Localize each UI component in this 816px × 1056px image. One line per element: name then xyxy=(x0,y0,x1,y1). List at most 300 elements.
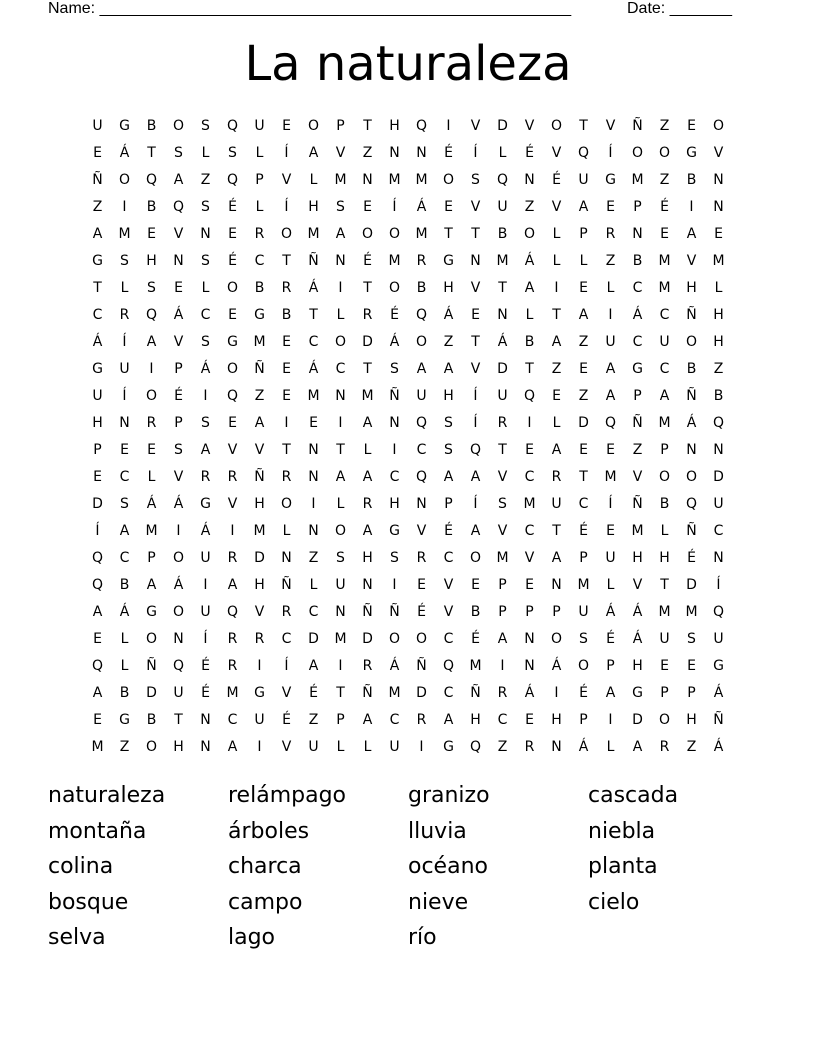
grid-letter: A xyxy=(470,469,481,485)
grid-letter: N xyxy=(524,172,535,188)
word-search-grid xyxy=(84,113,732,761)
grid-letter: B xyxy=(254,280,265,296)
grid-letter: G xyxy=(632,685,643,701)
grid-letter: V xyxy=(227,442,238,458)
grid-letter: N xyxy=(200,712,211,728)
grid-letter: L xyxy=(336,496,345,512)
grid-letter: V xyxy=(443,604,454,620)
grid-letter: B xyxy=(416,280,427,296)
grid-letter: U xyxy=(308,739,319,755)
grid-letter: I xyxy=(527,415,532,431)
word-list-item: selva xyxy=(48,925,106,950)
grid-letter: G xyxy=(605,172,616,188)
grid-letter: M xyxy=(334,631,347,647)
grid-letter: U xyxy=(497,199,508,215)
grid-letter: T xyxy=(498,280,507,296)
grid-letter: D xyxy=(713,469,724,485)
grid-letter: N xyxy=(308,442,319,458)
grid-letter: O xyxy=(307,118,320,134)
grid-letter: C xyxy=(659,361,670,377)
grid-letter: Í xyxy=(284,658,289,674)
grid-letter: S xyxy=(471,172,480,188)
grid-letter: I xyxy=(554,280,559,296)
grid-letter: C xyxy=(497,712,508,728)
grid-letter: G xyxy=(713,658,724,674)
grid-letter: Ñ xyxy=(686,388,697,404)
grid-letter: D xyxy=(146,685,157,701)
grid-letter: Ñ xyxy=(416,658,427,674)
grid-letter: H xyxy=(659,550,670,566)
word-list-item: naturaleza xyxy=(48,783,166,808)
grid-letter: N xyxy=(200,739,211,755)
grid-letter: O xyxy=(658,145,671,161)
word-list-item: planta xyxy=(588,854,658,879)
grid-letter: E xyxy=(417,577,426,593)
grid-letter: T xyxy=(336,442,345,458)
grid-letter: Q xyxy=(172,658,185,674)
grid-letter: M xyxy=(496,550,509,566)
grid-letter: S xyxy=(687,631,696,647)
grid-letter: Á xyxy=(92,334,103,350)
grid-letter: E xyxy=(309,415,318,431)
grid-letter: B xyxy=(632,253,643,269)
grid-letter: V xyxy=(281,739,292,755)
grid-letter: Z xyxy=(92,199,103,215)
grid-letter: Z xyxy=(659,118,670,134)
grid-letter: G xyxy=(686,145,697,161)
grid-letter: P xyxy=(633,199,642,215)
grid-letter: P xyxy=(579,712,588,728)
grid-letter: I xyxy=(122,199,127,215)
grid-letter: N xyxy=(713,172,724,188)
grid-letter: V xyxy=(470,199,481,215)
grid-letter: N xyxy=(335,388,346,404)
grid-letter: U xyxy=(416,388,427,404)
grid-letter: V xyxy=(254,442,265,458)
grid-letter: V xyxy=(335,145,346,161)
grid-letter: S xyxy=(201,118,210,134)
grid-letter: C xyxy=(389,469,400,485)
grid-letter: R xyxy=(524,739,535,755)
grid-letter: H xyxy=(632,658,643,674)
grid-letter: C xyxy=(281,631,292,647)
grid-letter: O xyxy=(334,523,347,539)
grid-letter: A xyxy=(605,388,616,404)
grid-letter: G xyxy=(443,253,454,269)
grid-letter: I xyxy=(392,577,397,593)
grid-letter: I xyxy=(176,523,181,539)
grid-letter: Z xyxy=(497,739,508,755)
grid-letter: V xyxy=(227,496,238,512)
grid-letter: Ñ xyxy=(470,685,481,701)
grid-letter: L xyxy=(552,226,561,242)
grid-letter: R xyxy=(281,469,292,485)
grid-letter: G xyxy=(227,334,238,350)
grid-letter: A xyxy=(659,388,670,404)
grid-letter: M xyxy=(118,226,131,242)
grid-letter: Q xyxy=(415,118,428,134)
word-list-item: árboles xyxy=(228,818,310,844)
grid-letter: A xyxy=(362,415,373,431)
grid-letter: E xyxy=(174,280,183,296)
grid-letter: P xyxy=(660,685,669,701)
grid-letter: Z xyxy=(200,172,211,188)
grid-letter: U xyxy=(200,550,211,566)
grid-letter: C xyxy=(335,361,346,377)
grid-letter: Ñ xyxy=(308,253,319,269)
page-title: La naturaleza xyxy=(244,36,572,92)
grid-letter: Q xyxy=(712,604,725,620)
grid-letter: Ñ xyxy=(92,172,103,188)
grid-letter: L xyxy=(606,739,615,755)
grid-letter: Q xyxy=(91,550,104,566)
grid-letter: Z xyxy=(308,712,319,728)
grid-letter: Á xyxy=(632,307,643,323)
grid-letter: R xyxy=(497,415,508,431)
grid-letter: Á xyxy=(713,739,724,755)
grid-letter: P xyxy=(579,550,588,566)
grid-letter: Á xyxy=(416,199,427,215)
grid-letter: R xyxy=(254,226,265,242)
grid-letter: N xyxy=(308,469,319,485)
grid-letter: G xyxy=(92,361,103,377)
grid-letter: U xyxy=(254,118,265,134)
grid-letter: T xyxy=(525,361,534,377)
grid-letter: A xyxy=(146,577,157,593)
grid-letter: N xyxy=(362,577,373,593)
grid-letter: T xyxy=(471,334,480,350)
grid-letter: Q xyxy=(415,469,428,485)
grid-letter: V xyxy=(443,577,454,593)
grid-letter: N xyxy=(308,523,319,539)
grid-letter: I xyxy=(338,280,343,296)
grid-letter: D xyxy=(254,550,265,566)
grid-letter: N xyxy=(470,253,481,269)
grid-letter: Á xyxy=(686,415,697,431)
grid-letter: N xyxy=(713,550,724,566)
grid-letter: Í xyxy=(473,415,478,431)
grid-letter: E xyxy=(282,334,291,350)
grid-letter: A xyxy=(362,712,373,728)
grid-letter: V xyxy=(551,199,562,215)
grid-letter: C xyxy=(524,523,535,539)
grid-letter: Á xyxy=(551,658,562,674)
grid-letter: U xyxy=(92,388,103,404)
grid-letter: C xyxy=(443,631,454,647)
grid-letter: V xyxy=(281,172,292,188)
grid-letter: S xyxy=(390,550,399,566)
grid-letter: U xyxy=(551,496,562,512)
grid-letter: S xyxy=(390,361,399,377)
grid-letter: I xyxy=(338,658,343,674)
grid-letter: L xyxy=(363,442,372,458)
grid-letter: Á xyxy=(308,361,319,377)
grid-letter: H xyxy=(713,334,724,350)
grid-letter: I xyxy=(392,442,397,458)
grid-letter: U xyxy=(200,604,211,620)
grid-letter: É xyxy=(363,253,372,269)
word-list-item: campo xyxy=(228,889,303,915)
grid-letter: V xyxy=(173,334,184,350)
grid-letter: B xyxy=(686,172,697,188)
grid-letter: A xyxy=(92,604,103,620)
grid-letter: O xyxy=(145,388,158,404)
grid-letter: Q xyxy=(469,442,482,458)
grid-letter: H xyxy=(686,712,697,728)
grid-letter: Á xyxy=(443,307,454,323)
grid-letter: M xyxy=(631,523,644,539)
grid-letter: C xyxy=(416,442,427,458)
grid-letter: S xyxy=(336,550,345,566)
grid-letter: H xyxy=(254,496,265,512)
grid-letter: E xyxy=(687,118,696,134)
grid-letter: E xyxy=(606,442,615,458)
word-list-item: bosque xyxy=(48,889,129,915)
grid-letter: É xyxy=(201,685,210,701)
grid-letter: N xyxy=(119,415,130,431)
grid-letter: Á xyxy=(173,577,184,593)
word-list-item: montaña xyxy=(48,818,147,844)
grid-letter: C xyxy=(632,334,643,350)
grid-letter: E xyxy=(282,118,291,134)
grid-letter: L xyxy=(255,199,264,215)
grid-letter: T xyxy=(363,280,372,296)
grid-letter: M xyxy=(307,388,320,404)
grid-letter: Z xyxy=(119,739,130,755)
grid-letter: Í xyxy=(392,199,397,215)
grid-letter: Q xyxy=(226,118,239,134)
grid-letter: B xyxy=(524,334,535,350)
grid-letter: O xyxy=(280,496,293,512)
grid-letter: L xyxy=(120,631,129,647)
grid-letter: N xyxy=(686,442,697,458)
grid-letter: R xyxy=(200,469,211,485)
grid-letter: Z xyxy=(362,145,373,161)
grid-letter: L xyxy=(525,307,534,323)
grid-letter: H xyxy=(362,550,373,566)
grid-letter: M xyxy=(388,685,401,701)
grid-letter: L xyxy=(498,145,507,161)
grid-letter: E xyxy=(579,442,588,458)
grid-letter: V xyxy=(686,253,697,269)
grid-letter: A xyxy=(605,361,616,377)
grid-letter: E xyxy=(579,280,588,296)
grid-letter: O xyxy=(172,550,185,566)
grid-letter: E xyxy=(525,442,534,458)
grid-letter: E xyxy=(228,415,237,431)
grid-letter: O xyxy=(469,550,482,566)
grid-letter: É xyxy=(525,145,534,161)
grid-letter: Í xyxy=(473,496,478,512)
grid-letter: C xyxy=(119,469,130,485)
grid-letter: C xyxy=(713,523,724,539)
grid-letter: E xyxy=(714,226,723,242)
grid-letter: A xyxy=(551,550,562,566)
grid-letter: E xyxy=(93,145,102,161)
grid-letter: A xyxy=(119,523,130,539)
grid-letter: H xyxy=(632,550,643,566)
grid-letter: R xyxy=(281,280,292,296)
grid-letter: E xyxy=(660,658,669,674)
grid-letter: Á xyxy=(632,631,643,647)
grid-letter: H xyxy=(389,118,400,134)
grid-letter: N xyxy=(632,226,643,242)
grid-letter: E xyxy=(147,226,156,242)
word-list-item: cielo xyxy=(588,889,640,915)
grid-letter: E xyxy=(282,388,291,404)
grid-letter: C xyxy=(119,550,130,566)
grid-letter: I xyxy=(257,658,262,674)
grid-letter: S xyxy=(336,199,345,215)
grid-letter: Á xyxy=(308,280,319,296)
grid-letter: O xyxy=(685,469,698,485)
grid-letter: O xyxy=(658,712,671,728)
grid-letter: N xyxy=(281,550,292,566)
grid-letter: V xyxy=(470,280,481,296)
grid-letter: R xyxy=(659,739,670,755)
grid-letter: L xyxy=(147,469,156,485)
grid-letter: Z xyxy=(713,361,724,377)
grid-letter: E xyxy=(471,577,480,593)
grid-letter: Í xyxy=(95,523,100,539)
grid-letter: L xyxy=(606,280,615,296)
grid-letter: U xyxy=(578,172,589,188)
grid-letter: P xyxy=(660,442,669,458)
grid-letter: É xyxy=(579,685,588,701)
grid-letter: Q xyxy=(469,739,482,755)
grid-letter: L xyxy=(309,172,318,188)
grid-letter: R xyxy=(227,469,238,485)
grid-letter: R xyxy=(362,307,373,323)
grid-letter: S xyxy=(120,253,129,269)
grid-letter: D xyxy=(362,334,373,350)
grid-letter: C xyxy=(92,307,103,323)
grid-letter: I xyxy=(257,739,262,755)
grid-letter: Á xyxy=(119,145,130,161)
grid-letter: T xyxy=(309,307,318,323)
grid-letter: I xyxy=(203,388,208,404)
grid-letter: U xyxy=(605,550,616,566)
grid-letter: I xyxy=(203,577,208,593)
grid-letter: O xyxy=(388,226,401,242)
grid-letter: Á xyxy=(524,685,535,701)
grid-letter: T xyxy=(552,523,561,539)
grid-letter: N xyxy=(335,253,346,269)
grid-letter: V xyxy=(551,145,562,161)
grid-letter: A xyxy=(443,469,454,485)
grid-letter: Q xyxy=(577,145,590,161)
grid-letter: V xyxy=(632,577,643,593)
grid-letter: Z xyxy=(551,361,562,377)
grid-letter: P xyxy=(498,577,507,593)
grid-letter: E xyxy=(147,442,156,458)
grid-letter: E xyxy=(525,712,534,728)
grid-letter: N xyxy=(389,145,400,161)
grid-letter: Ñ xyxy=(281,577,292,593)
grid-letter: Q xyxy=(226,604,239,620)
grid-letter: Á xyxy=(605,604,616,620)
grid-letter: Z xyxy=(308,550,319,566)
grid-letter: Á xyxy=(173,307,184,323)
grid-letter: Z xyxy=(254,388,265,404)
grid-letter: M xyxy=(253,523,266,539)
grid-letter: M xyxy=(631,172,644,188)
grid-letter: I xyxy=(419,739,424,755)
grid-letter: B xyxy=(146,199,157,215)
grid-letter: C xyxy=(659,307,670,323)
grid-letter: A xyxy=(254,415,265,431)
grid-letter: I xyxy=(311,496,316,512)
grid-letter: T xyxy=(363,118,372,134)
grid-letter: O xyxy=(118,172,131,188)
grid-letter: H xyxy=(686,280,697,296)
grid-letter: Z xyxy=(578,388,589,404)
grid-letter: O xyxy=(550,631,563,647)
grid-letter: O xyxy=(388,631,401,647)
grid-letter: Ñ xyxy=(389,388,400,404)
grid-letter: M xyxy=(712,253,725,269)
grid-letter: I xyxy=(608,712,613,728)
grid-letter: É xyxy=(228,253,237,269)
grid-letter: C xyxy=(578,496,589,512)
grid-letter: V xyxy=(524,118,535,134)
grid-letter: Q xyxy=(415,415,428,431)
grid-letter: U xyxy=(659,334,670,350)
grid-letter: U xyxy=(605,334,616,350)
grid-letter: G xyxy=(119,118,130,134)
grid-letter: O xyxy=(226,280,239,296)
grid-letter: I xyxy=(689,199,694,215)
grid-letter: U xyxy=(119,361,130,377)
grid-letter: V xyxy=(713,145,724,161)
grid-letter: O xyxy=(712,118,725,134)
grid-letter: P xyxy=(174,415,183,431)
grid-letter: O xyxy=(145,631,158,647)
grid-letter: M xyxy=(658,280,671,296)
grid-letter: M xyxy=(658,415,671,431)
grid-letter: A xyxy=(632,739,643,755)
grid-letter: Á xyxy=(200,361,211,377)
grid-letter: M xyxy=(334,172,347,188)
grid-letter: S xyxy=(174,145,183,161)
grid-letter: É xyxy=(687,550,696,566)
grid-letter: Í xyxy=(473,388,478,404)
grid-letter: L xyxy=(336,307,345,323)
grid-letter: É xyxy=(552,172,561,188)
grid-letter: A xyxy=(416,361,427,377)
grid-letter: E xyxy=(687,658,696,674)
grid-letter: É xyxy=(174,388,183,404)
grid-letter: Ñ xyxy=(686,307,697,323)
grid-letter: E xyxy=(93,631,102,647)
grid-letter: S xyxy=(498,496,507,512)
grid-letter: S xyxy=(201,334,210,350)
grid-letter: U xyxy=(92,118,103,134)
grid-letter: R xyxy=(227,550,238,566)
grid-letter: O xyxy=(550,118,563,134)
grid-letter: I xyxy=(149,361,154,377)
grid-letter: S xyxy=(201,199,210,215)
grid-letter: P xyxy=(525,604,534,620)
grid-letter: Í xyxy=(284,145,289,161)
grid-letter: Ñ xyxy=(632,496,643,512)
grid-letter: I xyxy=(554,685,559,701)
grid-letter: U xyxy=(659,631,670,647)
grid-letter: T xyxy=(336,685,345,701)
grid-letter: Z xyxy=(605,253,616,269)
grid-letter: O xyxy=(577,658,590,674)
grid-letter: V xyxy=(497,469,508,485)
